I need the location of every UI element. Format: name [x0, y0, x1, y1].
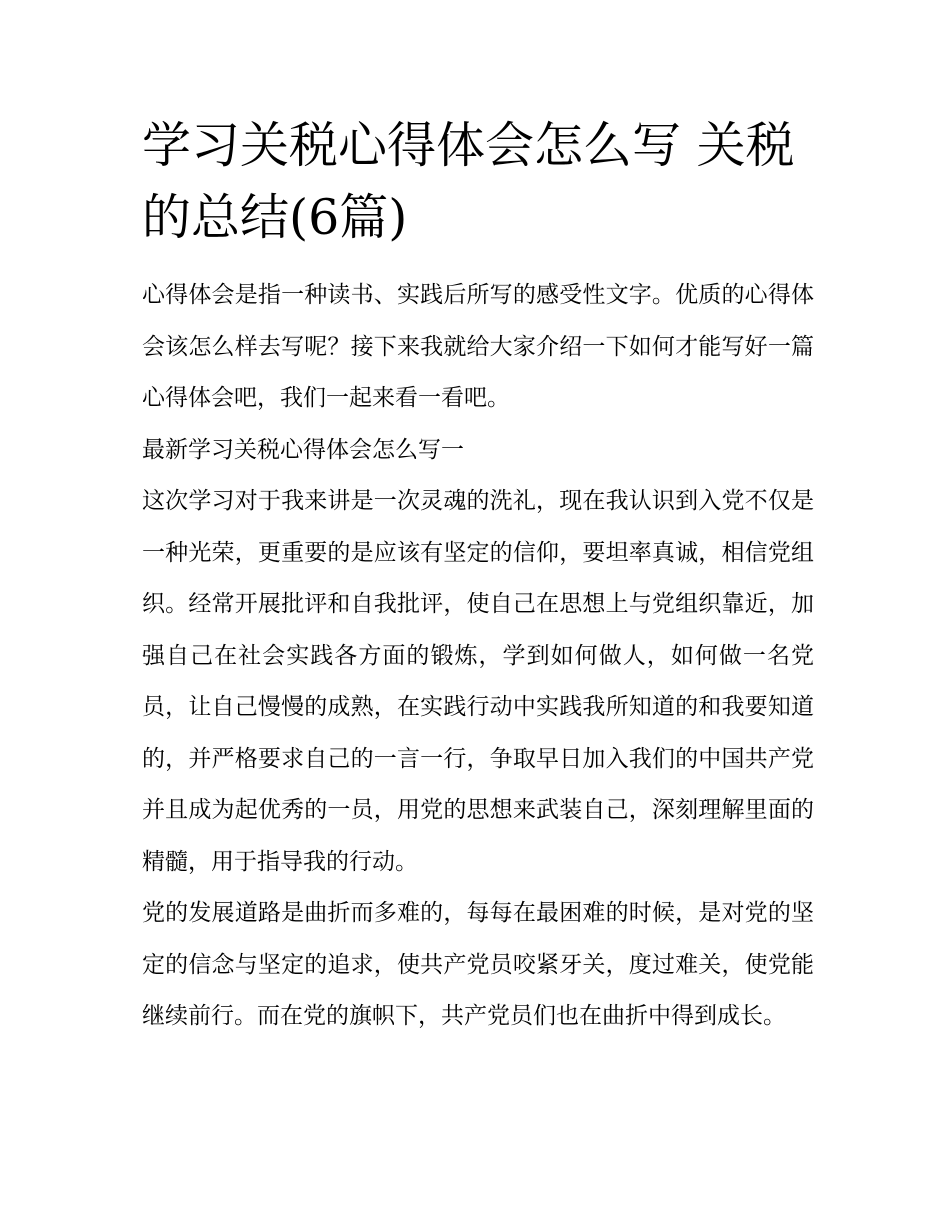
intro-paragraph: 心得体会是指一种读书、实践后所写的感受性文字。优质的心得体会该怎么样去写呢？接下来我就给大家介绍一下如何才能写好一篇心得体会吧，我们一起来看一看吧。 [142, 282, 814, 411]
section-heading: 最新学习关税心得体会怎么写一 [142, 436, 464, 463]
document-body [142, 270, 814, 1043]
document-page [142, 110, 814, 1043]
body-paragraph-1: 这次学习对于我来讲是一次灵魂的洗礼，现在我认识到入党不仅是一种光荣，更重要的是应该有坚定的信仰，要坦率真诚，相信党组织。经常开展批评和自我批评，使自己在思想上与党组织靠近，加强自己在社会实践各方面的锻炼，学到如何做人，如何做一名党员，让自己慢慢的成熟，在实践行动中实践我所知道的和我要知道的，并严格要求自己的一言一行，争取早日加入我们的中国共产党并且成为起优秀的一员，用党的思想来武装自己，深刻理解里面的精髓，用于指导我的行动。 [142, 488, 814, 875]
body-paragraph-2: 党的发展道路是曲折而多难的，每每在最困难的时候，是对党的坚定的信念与坚定的追求，使共产党员咬紧牙关，度过难关，使党能继续前行。而在党的旗帜下，共产党员们也在曲折中得到成长。 [142, 900, 814, 1029]
document-title: 学习关税心得体会怎么写 关税的总结(6篇) [142, 117, 795, 246]
